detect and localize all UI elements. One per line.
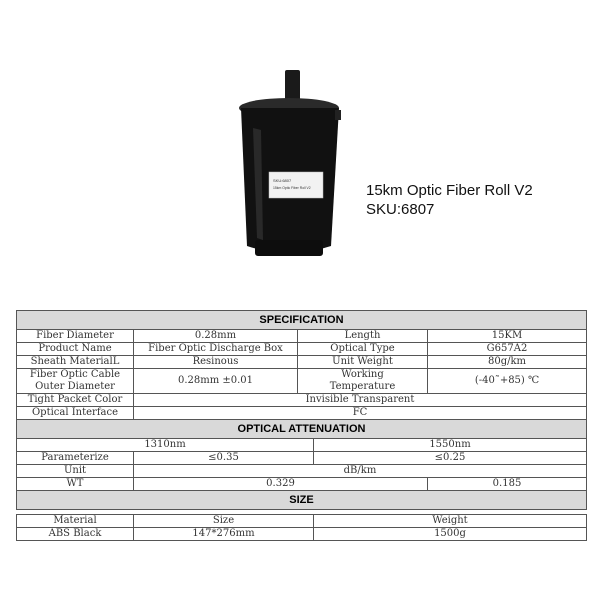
size-dimensions: 147*276mm (134, 528, 314, 541)
product-label-line2: 15km Optic Fiber Roll V2 (273, 186, 311, 190)
spec-table (16, 310, 587, 541)
size-col-weight: Weight (314, 515, 587, 528)
optical-row (17, 452, 587, 465)
size-col-header-row (17, 515, 587, 528)
optical-row (17, 465, 587, 478)
spec-value: (-40˜+85) ℃ (428, 369, 587, 394)
spec-value: Invisible Transparent (134, 394, 587, 407)
size-material: ABS Black (17, 528, 134, 541)
spool-flange-clip (335, 110, 341, 120)
product-label-line1: SKU:6807 (273, 178, 292, 183)
optical-row (17, 478, 587, 491)
spec-label-line: Temperature (329, 381, 396, 392)
spec-label: Unit Weight (298, 356, 428, 369)
spec-row (17, 343, 587, 356)
size-header-row (17, 491, 587, 510)
product-image (225, 68, 355, 268)
spool-base (255, 240, 323, 256)
spec-value: Resinous (134, 356, 298, 369)
optical-label: WT (17, 478, 134, 491)
optical-wavelength-row (17, 439, 587, 452)
spec-value: G657A2 (428, 343, 587, 356)
optical-label: Unit (17, 465, 134, 478)
optical-value-1550: ≤0.25 (314, 452, 587, 465)
spec-label: Optical Type (298, 343, 428, 356)
spec-row (17, 356, 587, 369)
spec-label (17, 369, 134, 394)
product-label (269, 172, 323, 198)
optical-header: OPTICAL ATTENUATION (17, 420, 587, 439)
spec-header-row (17, 311, 587, 330)
optical-value-1310: ≤0.35 (134, 452, 314, 465)
spec-row (17, 369, 587, 394)
spec-label-line: Working (341, 369, 384, 380)
spec-value: 15KM (428, 330, 587, 343)
product-sku: SKU:6807 (366, 201, 435, 218)
spec-label-line: Fiber Optic Cable (29, 369, 121, 380)
spec-label: Length (298, 330, 428, 343)
size-row (17, 528, 587, 541)
wavelength-1310: 1310nm (17, 439, 314, 452)
product-title (366, 181, 533, 219)
size-col-material: Material (17, 515, 134, 528)
optical-header-row (17, 420, 587, 439)
optical-value: dB/km (134, 465, 587, 478)
spec-row (17, 394, 587, 407)
spec-value: FC (134, 407, 587, 420)
spec-value: Fiber Optic Discharge Box (134, 343, 298, 356)
wavelength-1550: 1550nm (314, 439, 587, 452)
optical-value-1310: 0.329 (134, 478, 428, 491)
size-header: SIZE (17, 491, 587, 510)
spec-label (298, 369, 428, 394)
spec-label: Product Name (17, 343, 134, 356)
spec-label: Tight Packet Color (17, 394, 134, 407)
spec-label: Optical Interface (17, 407, 134, 420)
spec-row (17, 407, 587, 420)
size-col-size: Size (134, 515, 314, 528)
spec-row (17, 330, 587, 343)
spec-label: Sheath MaterialL (17, 356, 134, 369)
spec-label-line: Outer Diameter (35, 381, 115, 392)
spec-value: 0.28mm ±0.01 (134, 369, 298, 394)
spec-value: 0.28mm (134, 330, 298, 343)
spec-value: 80g/km (428, 356, 587, 369)
spec-header: SPECIFICATION (17, 311, 587, 330)
size-weight: 1500g (314, 528, 587, 541)
spec-label: Fiber Diameter (17, 330, 134, 343)
product-name: 15km Optic Fiber Roll V2 (366, 182, 533, 199)
optical-label: Parameterize (17, 452, 134, 465)
optical-value-1550: 0.185 (428, 478, 587, 491)
